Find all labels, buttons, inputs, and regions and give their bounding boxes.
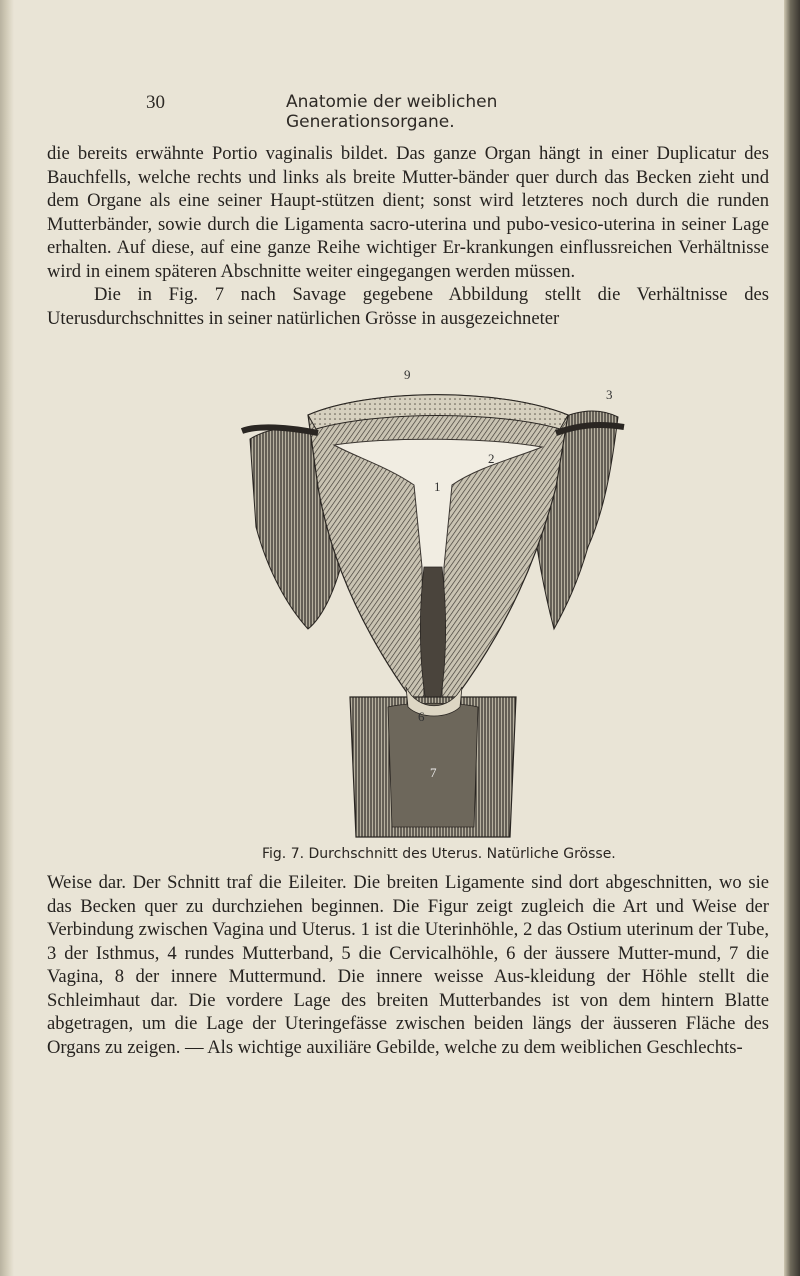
figure-marker-6: 6 xyxy=(418,709,425,724)
figure-marker-9: 9 xyxy=(404,367,411,382)
cervical-canal xyxy=(420,567,445,702)
page-edge-right xyxy=(784,0,800,1276)
figure-marker-3: 3 xyxy=(606,387,613,402)
page-number: 30 xyxy=(146,92,165,113)
page-edge-left xyxy=(0,0,14,1276)
paragraph-2: Die in Fig. 7 nach Savage gegebene Abbildung stellt die Verhältnisse des Uterusdurchschnittes in seiner natürlichen Grösse in ausgezeichneter xyxy=(47,284,769,329)
figure-marker-1: 1 xyxy=(434,479,441,494)
running-title: Anatomie der weiblichen Generationsorgane. xyxy=(286,92,498,132)
running-header xyxy=(146,92,646,132)
top-text-block xyxy=(47,142,769,330)
paragraph-1: die bereits erwähnte Portio vaginalis bildet. Das ganze Organ hängt in einer Duplicatur des Bauchfells, welche rechts und links als breite Mutter-bänder quer durch das Becken zieht und dem Organe als eine seiner Haupt-stützen dient; sonst wird letzteres noch durch die runden Mutterbänder, sowie durch die Ligamenta sacro-uterina und pubo-vesico-uterina in seiner Lage erhalten. Auf diese, auf eine ganze Reihe wichtiger Er-krankungen einflussreichen Verhältnisse wird in einem späteren Abschnitte weiter eingegangen werden müssen. xyxy=(47,143,769,282)
figure-uterus-section xyxy=(238,367,628,845)
figure-marker-2: 2 xyxy=(488,451,495,466)
paragraph-3: Weise dar. Der Schnitt traf die Eileiter. Die breiten Ligamente sind dort abgeschnitten, wo sie das Becken quer zu durchziehen beginnen. Die Figur zeigt zugleich die Art und Weise der Verbindung zwischen Vagina und Uterus. 1 ist die Uterinhöhle, 2 das Ostium uterinum der Tube, 3 der Isthmus, 4 rundes Mutterband, 5 die Cervicalhöhle, 6 der äussere Mutter-mund, 7 die Vagina, 8 der innere Muttermund. Die innere weisse Aus-kleidung der Höhle stellt die Schleimhaut dar. Die vordere Lage des breiten Mutterbandes ist von dem hintern Blatte abgetragen, um die Lage der Uteringefässe zwischen beiden längs der äusseren Fläche des Organs zu zeigen. — Als wichtige auxiliäre Gebilde, welche zu dem weiblichen Geschlechts- xyxy=(47,872,769,1058)
figure-caption: Fig. 7. Durchschnitt des Uterus. Natürliche Grösse. xyxy=(262,846,616,862)
bottom-text-block xyxy=(47,871,769,1059)
figure-marker-7: 7 xyxy=(430,765,437,780)
